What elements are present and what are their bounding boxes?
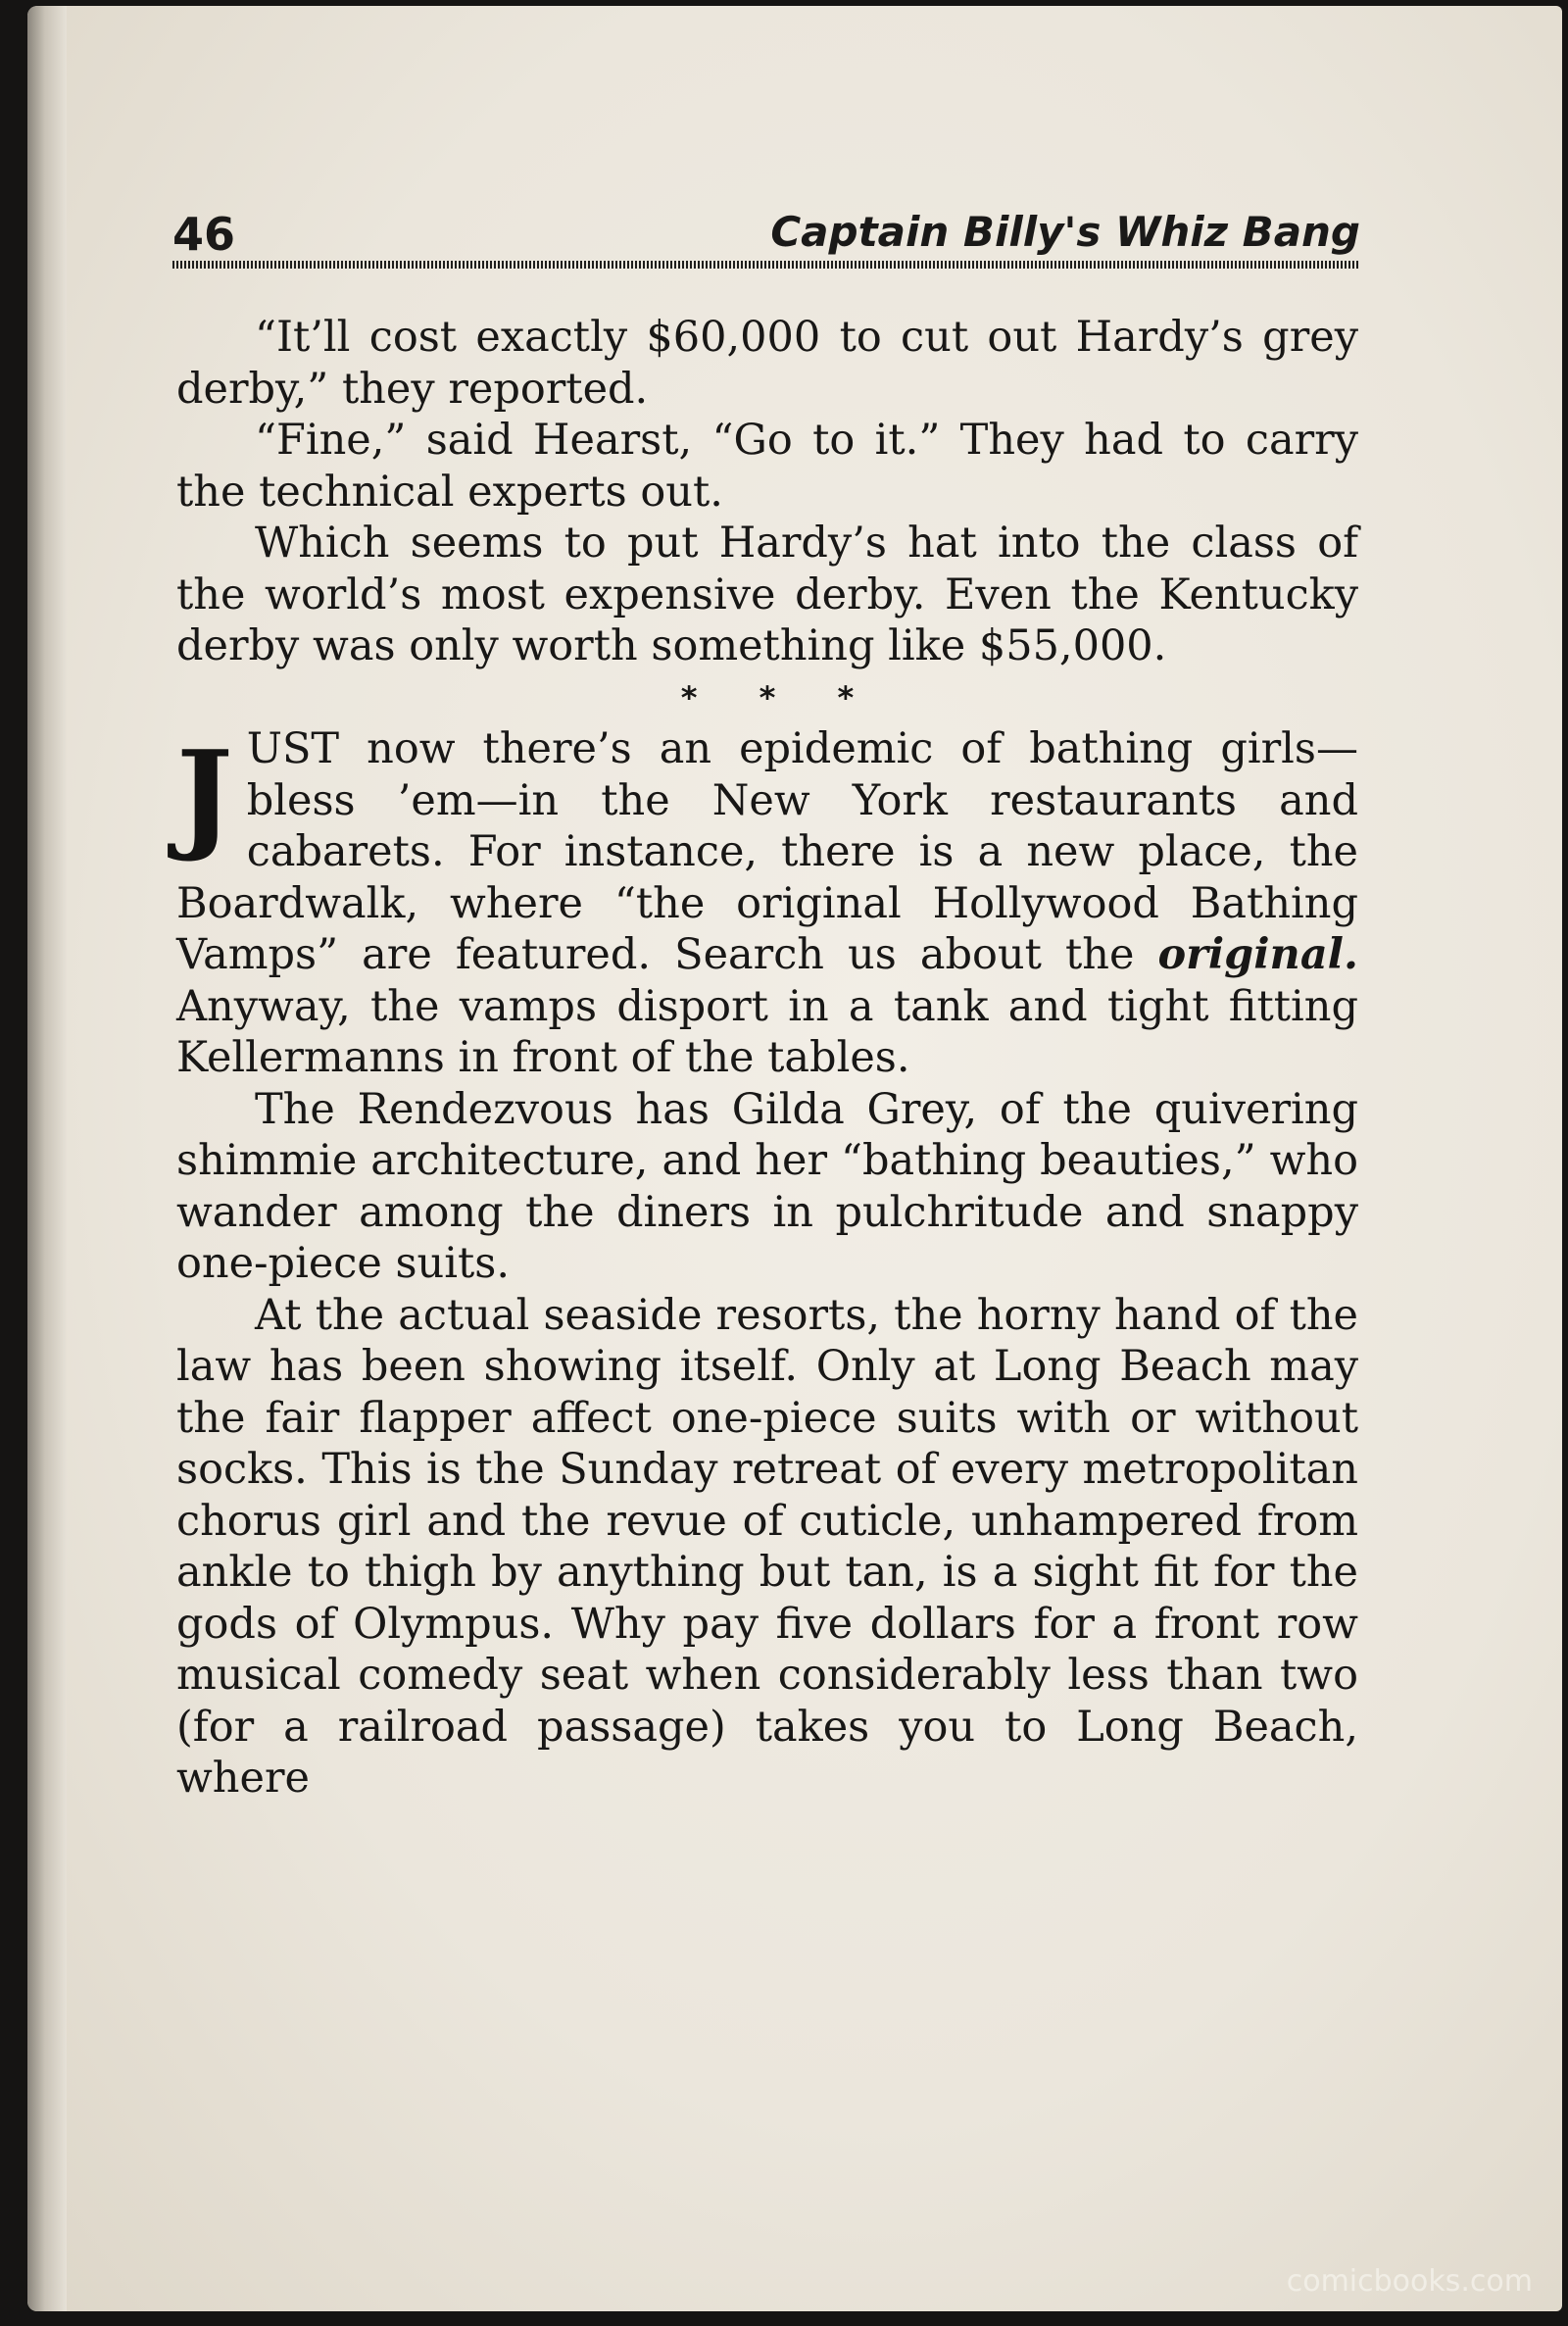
drop-cap: J: [176, 723, 233, 865]
article-body: [176, 312, 1358, 1805]
running-title: Captain Billy's Whiz Bang: [770, 208, 1360, 256]
header-rule: [172, 261, 1360, 269]
paragraph-4-text-a: UST now there’s an epidemic of bathing girls—bless ’em—in the New York restaurants and cabarets. For instance, there is a new place, the Boardwalk, where “the original Hollywood Bathing Vamps” are featured. Search us about the: [176, 724, 1358, 979]
emphasis-original: original.: [1157, 930, 1358, 979]
section-separator: [176, 672, 1358, 724]
paragraph-1: “It’ll cost exactly $60,000 to cut out Hardy’s grey derby,” they reported.: [176, 313, 1358, 414]
separator-asterisk: *: [680, 678, 698, 717]
paragraph-2: “Fine,” said Hearst, “Go to it.” They had to carry the technical experts out.: [176, 416, 1358, 517]
page-spine-edge: [27, 6, 67, 2311]
paragraph-5: The Rendezvous has Gilda Grey, of the quivering shimmie architecture, and her “bathing beauties,” who wander among the diners in pulchritude and snappy one-piece suits.: [176, 1084, 1358, 1288]
watermark: comicbooks.com: [1286, 2264, 1533, 2299]
separator-asterisk: *: [759, 678, 776, 717]
paragraph-6: At the actual seaside resorts, the horny hand of the law has been showing itself. Only at Long Beach may the fair flapper affect one-piece suits with or without socks. This is the Sunday retreat of every metropolitan chorus girl and the revue of cuticle, unhampered from ankle to thigh by anything but tan, is a sight fit for the gods of Olympus. Why pay five dollars for a front row musical comedy seat when considerably less than two (for a railroad passage) takes you to Long Beach, where: [176, 1290, 1358, 1803]
separator-asterisk: *: [837, 678, 855, 717]
paragraph-4: [176, 723, 1358, 1084]
paragraph-3: Which seems to put Hardy’s hat into the class of the world’s most expensive derby. Even the Kentucky derby was only worth something like $55,000.: [176, 519, 1358, 670]
running-head: [172, 196, 1360, 265]
page-number: 46: [172, 208, 236, 261]
paragraph-4-text-b: Anyway, the vamps disport in a tank and tight fitting Kellermanns in front of the tables.: [176, 981, 1358, 1082]
